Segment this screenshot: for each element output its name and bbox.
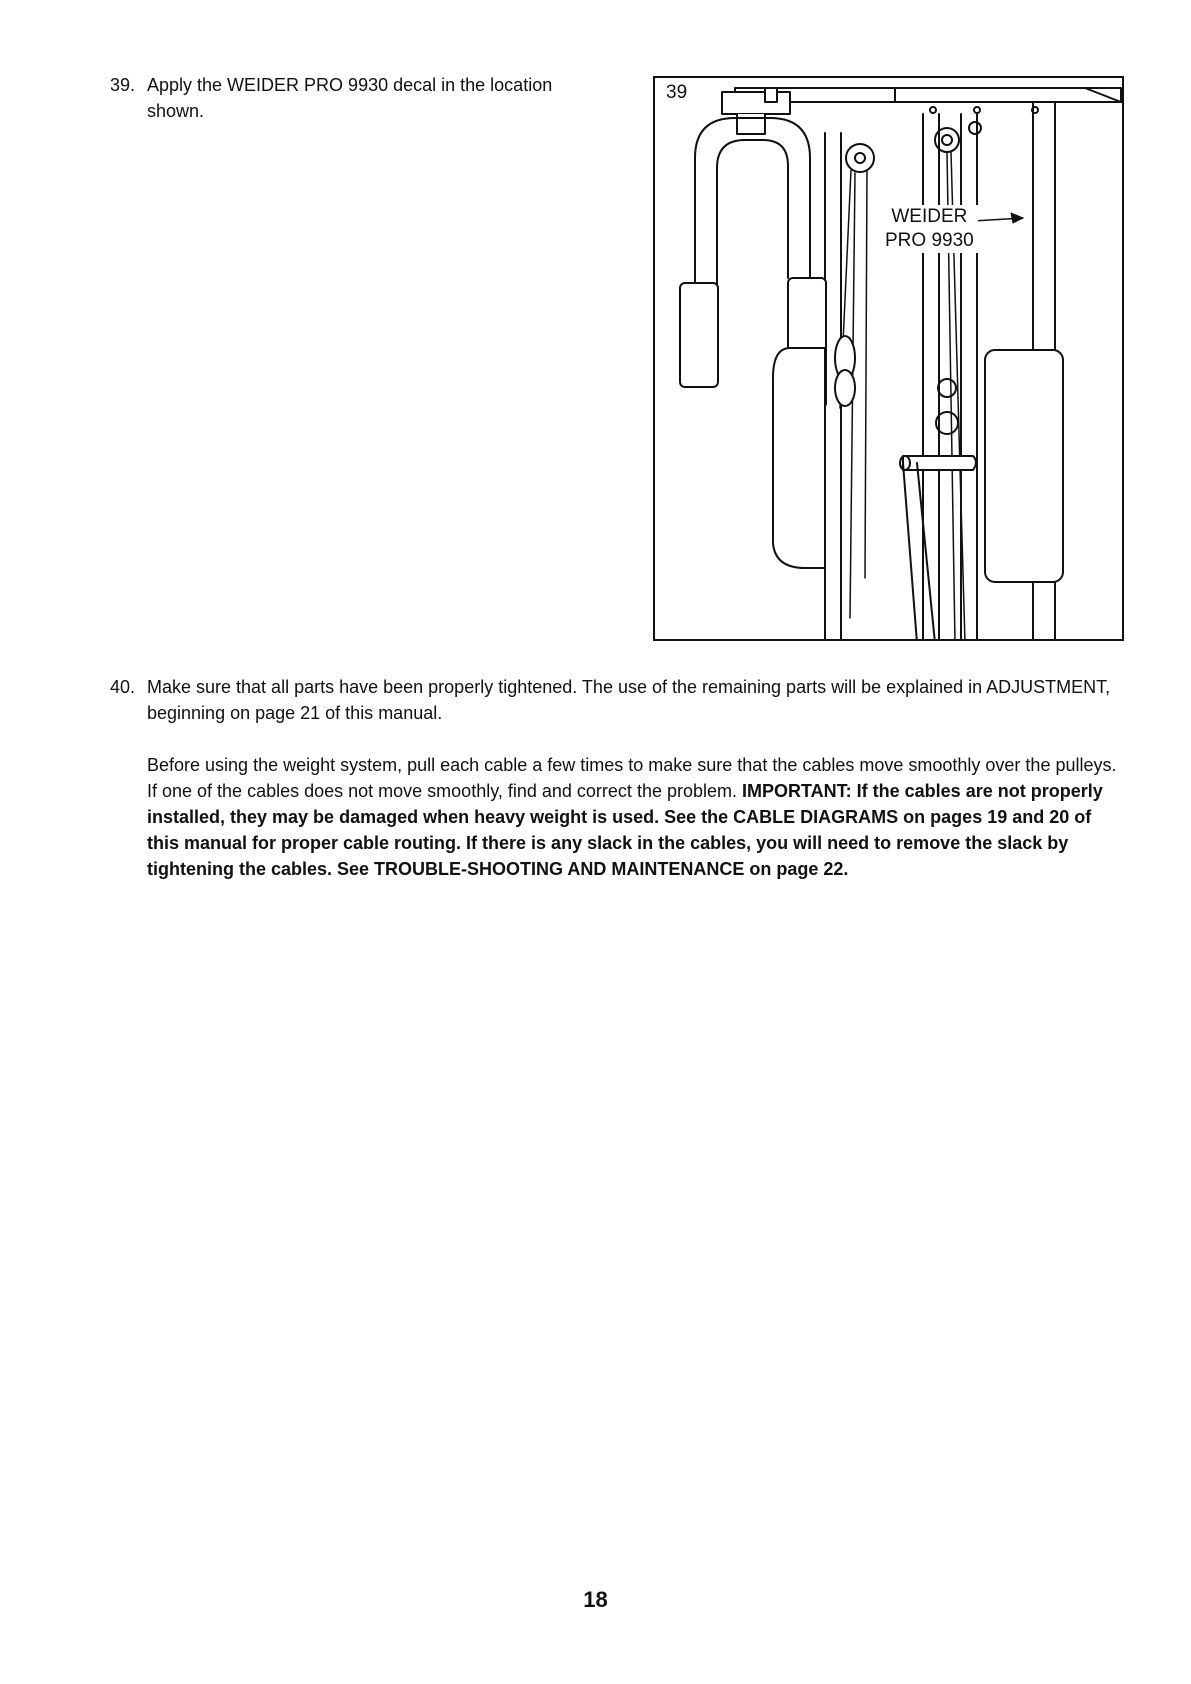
step-39-line-1: Apply the WEIDER PRO 9930 decal in the location [147,75,553,95]
step-40-paragraph-2 [147,752,1127,882]
decal-callout [881,205,978,253]
step-39-number: 39. [110,75,136,95]
figure-39-illustration [653,76,1124,641]
decal-callout-line-1: WEIDER [891,206,968,227]
figure-number: 39 [666,82,688,103]
step-39-text [147,72,627,124]
step-40-paragraph-1: Make sure that all parts have been properly tightened. The use of the remaining parts will be explained in ADJUSTMENT, beginning on page 21 of this manual. [147,677,1111,723]
step-40-number: 40. [110,677,136,697]
weight-machine-drawing [655,78,1124,641]
step-40-text [147,674,1127,882]
step-40-paragraph-2-text: Before using the weight system, pull each cable a few times to make sure that the cables move smoothly over the pulleys. If one of the cables does not move smoothly, find and correct the problem. [147,755,1117,801]
step-39-line-2: shown. [147,101,205,121]
important-warning: IMPORTANT: If the cables are not properly installed, they may be damaged when heavy weight is used. See the CABLE DIAGRAMS on pages 19 and 20 of this manual for proper cable routing. If there is any slack in the cables, you will need to remove the slack by tightening the cables. See TROUBLE-SHOOTING AND MAINTENANCE on page 22. [147,781,1103,879]
page-number: 18 [583,1587,608,1612]
decal-callout-line-2: PRO 9930 [885,230,974,251]
